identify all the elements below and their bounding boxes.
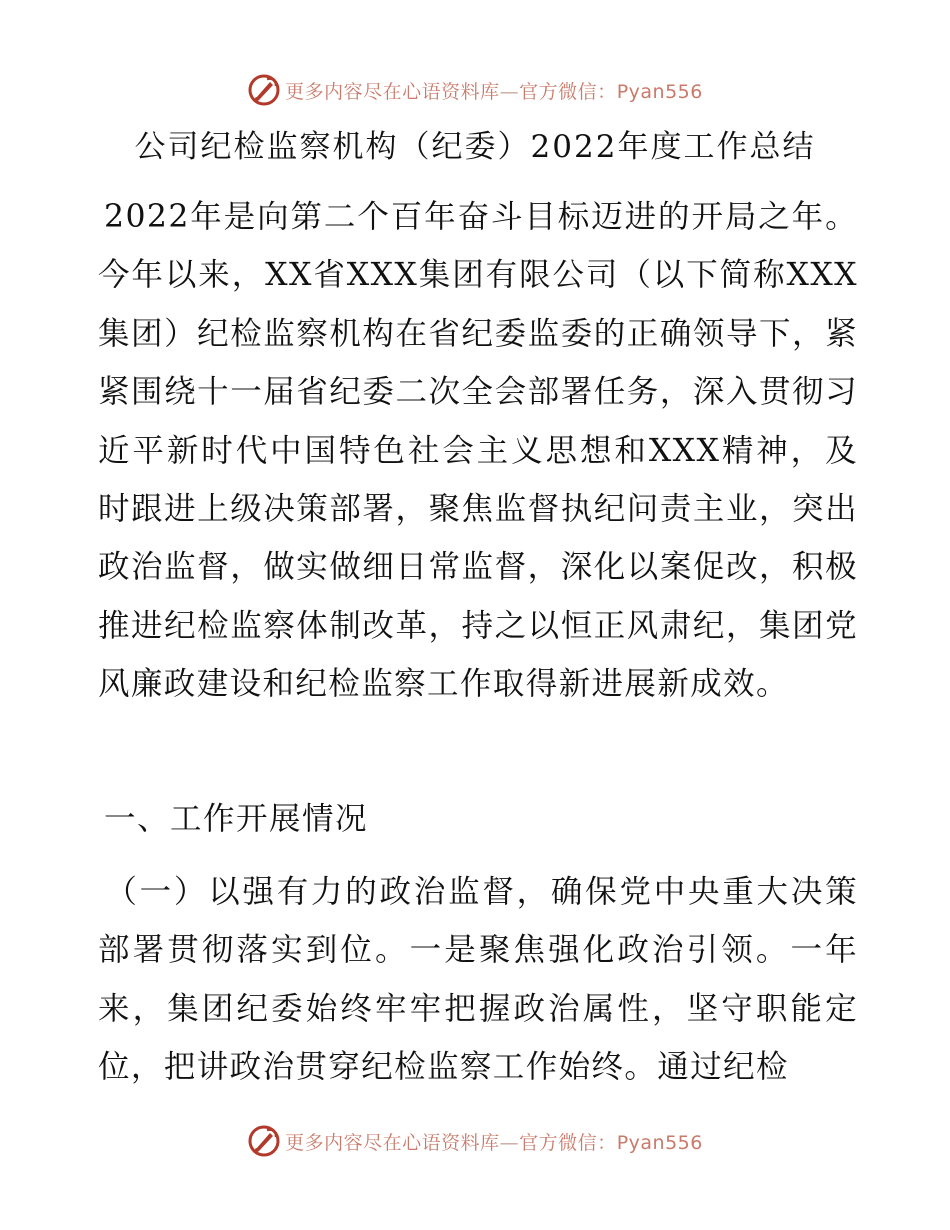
- watermark-handle: Pyan556: [616, 80, 703, 103]
- watermark-wechat-label: 官方微信：: [519, 1131, 617, 1154]
- watermark-site: 更多内容尽在心语资料库: [285, 80, 500, 103]
- watermark-separator: —: [499, 80, 520, 103]
- watermark-wechat-label: 官方微信：: [519, 80, 617, 103]
- footer-watermark: [0, 1121, 950, 1161]
- watermark-text: [285, 1128, 703, 1155]
- watermark-text: [285, 77, 703, 104]
- intro-paragraph-text: 2022年是向第二个百年奋斗目标迈进的开局之年。今年以来，XX省XXX集团有限公司（以下简称XXX集团）纪检监察机构在省纪委监委的正确领导下，紧紧围绕十一届省纪委二次全会部署任务，深入贯彻习近平新时代中国特色社会主义思想和XXX精神，及时跟进上级决策部署，聚焦监督执纪问责主业，突出政治监督，做实做细日常监督，深化以案促改，积极推进纪检监察体制改革，持之以恒正风肃纪，集团党风廉政建设和纪检监察工作取得新进展新成效。: [98, 199, 858, 703]
- document-title: 公司纪检监察机构（纪委）2022年度工作总结: [134, 129, 816, 165]
- intro-paragraph: [98, 188, 858, 714]
- watermark-handle: Pyan556: [616, 1131, 703, 1154]
- section-paragraph: [98, 863, 858, 1097]
- section-paragraph-text: （一）以强有力的政治监督，确保党中央重大决策部署贯彻落实到位。一是聚焦强化政治引领。一年来，集团纪委始终牢牢把握政治属性，坚守职能定位，把讲政治贯穿纪检监察工作始终。通过纪检: [98, 874, 858, 1086]
- header-watermark: [0, 70, 950, 110]
- section-heading: 一、工作开展情况: [104, 801, 369, 837]
- quill-pen-logo-icon: [247, 73, 281, 107]
- watermark-site: 更多内容尽在心语资料库: [285, 1131, 500, 1154]
- watermark-separator: —: [499, 1131, 520, 1154]
- quill-pen-logo-icon: [247, 1124, 281, 1158]
